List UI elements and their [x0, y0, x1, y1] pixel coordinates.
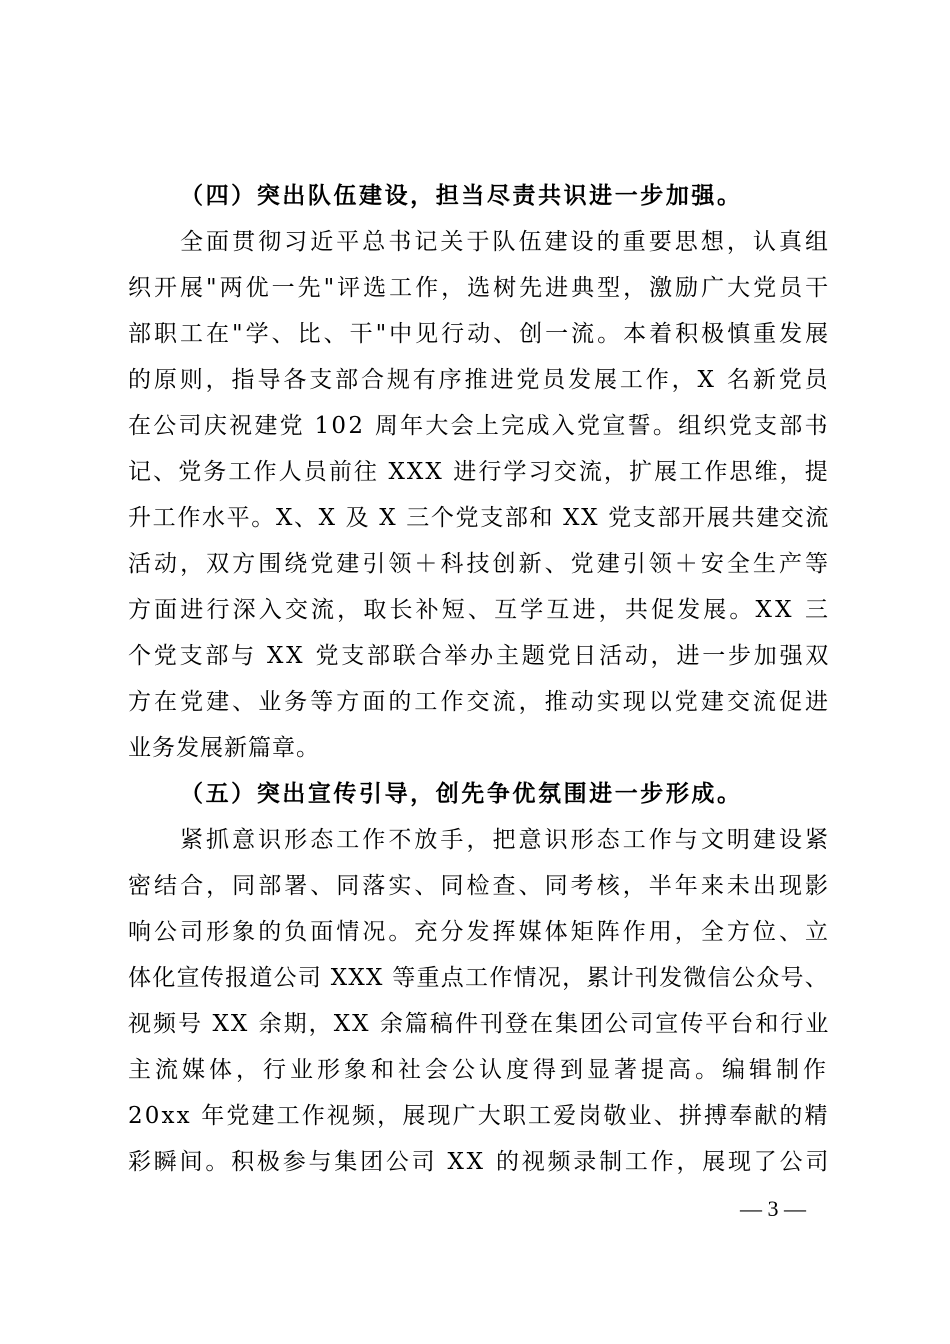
section-5-line: 响公司形象的负面情况。充分发挥媒体矩阵作用，全方位、立 — [128, 919, 832, 945]
section-4-heading: （四）突出队伍建设，担当尽责共识进一步加强。 — [180, 182, 743, 209]
section-5-line: 体化宣传报道公司 XXX 等重点工作情况，累计刊发微信公众号、 — [128, 965, 830, 991]
section-4-line: 业务发展新篇章。 — [128, 735, 320, 761]
section-5-line: 紧抓意识形态工作不放手，把意识形态工作与文明建设紧 — [180, 827, 832, 853]
section-5-line: 彩瞬间。积极参与集团公司 XX 的视频录制工作，展现了公司 — [128, 1149, 832, 1175]
section-4-line: 全面贯彻习近平总书记关于队伍建设的重要思想，认真组 — [180, 229, 832, 255]
section-5-heading: （五）突出宣传引导，创先争优氛围进一步形成。 — [180, 780, 743, 807]
section-4-line: 织开展"两优一先"评选工作，选树先进典型，激励广大党员干 — [128, 275, 832, 301]
section-4-line: 个党支部与 XX 党支部联合举办主题党日活动，进一步加强双 — [128, 643, 832, 669]
section-5-line: 视频号 XX 余期，XX 余篇稿件刊登在集团公司宣传平台和行业 — [128, 1011, 831, 1037]
section-4-line: 升工作水平。X、X 及 X 三个党支部和 XX 党支部开展共建交流 — [128, 505, 831, 531]
section-5-line: 主流媒体，行业形象和社会公认度得到显著提高。编辑制作 — [128, 1057, 830, 1083]
section-4-line: 活动，双方围绕党建引领＋科技创新、党建引领＋安全生产等 — [128, 551, 832, 577]
section-4-line: 记、党务工作人员前往 XXX 进行学习交流，扩展工作思维，提 — [128, 459, 830, 485]
section-5-line: 密结合，同部署、同落实、同检查、同考核，半年来未出现影 — [128, 873, 832, 899]
section-4-line: 的原则，指导各支部合规有序推进党员发展工作，X 名新党员 — [128, 367, 831, 393]
section-4-line: 部职工在"学、比、干"中见行动、创一流。本着积极慎重发展 — [128, 321, 832, 347]
page-number: — 3 — — [740, 1196, 806, 1221]
section-4-line: 方在党建、业务等方面的工作交流，推动实现以党建交流促进 — [128, 689, 832, 715]
section-5-line: 20xx 年党建工作视频，展现广大职工爱岗敬业、拼搏奉献的精 — [128, 1103, 830, 1129]
section-4-line: 在公司庆祝建党 102 周年大会上完成入党宣誓。组织党支部书 — [128, 413, 830, 439]
section-4-line: 方面进行深入交流，取长补短、互学互进，共促发展。XX 三 — [128, 597, 832, 623]
